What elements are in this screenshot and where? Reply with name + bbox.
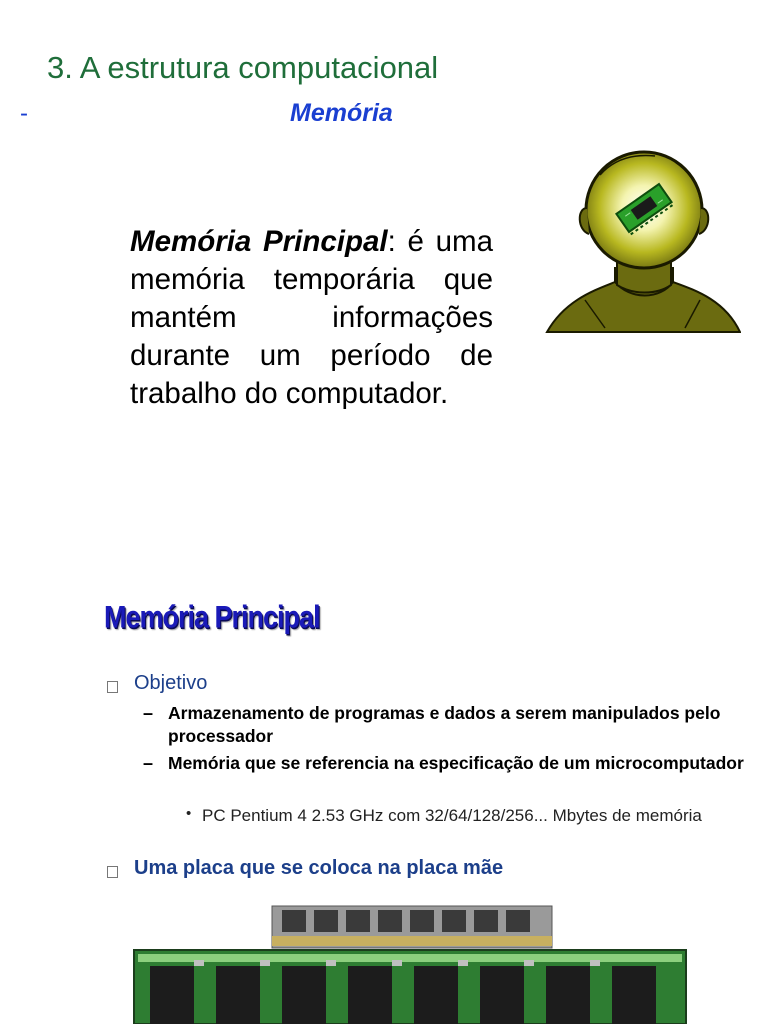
- dot-marker: •: [186, 805, 192, 822]
- bullet-objetivo: Objetivo: [134, 672, 208, 694]
- ram-module-photo: [130, 880, 690, 1024]
- bullet-box-icon: [107, 866, 118, 878]
- definition-text: : é uma memória temporária que mantém informações durante um período de trabalho do computador.: [130, 225, 493, 410]
- subitem-especificacao: Memória que se referencia na especificação de um microcomputador: [168, 753, 744, 773]
- section-heading: Memória Principal: [104, 600, 320, 635]
- slide-title: 3. A estrutura computacional: [47, 50, 439, 85]
- detail-pentium: PC Pentium 4 2.53 GHz com 32/64/128/256... Mbytes de memória: [202, 806, 702, 825]
- slide-subtitle: Memória: [290, 99, 393, 127]
- dash-marker: –: [143, 703, 154, 723]
- subtitle-dash: -: [20, 100, 28, 127]
- bullet-placa: Uma placa que se coloca na placa mãe: [134, 857, 504, 879]
- bullet-box-icon: [107, 681, 118, 693]
- head-silhouette-icon: [545, 150, 741, 334]
- dash-marker: –: [143, 753, 154, 773]
- definition-term: Memória Principal: [130, 225, 388, 258]
- definition-paragraph: [130, 223, 493, 413]
- subitem-armazenamento: Armazenamento de programas e dados a serem manipulados pelo processador: [168, 703, 721, 746]
